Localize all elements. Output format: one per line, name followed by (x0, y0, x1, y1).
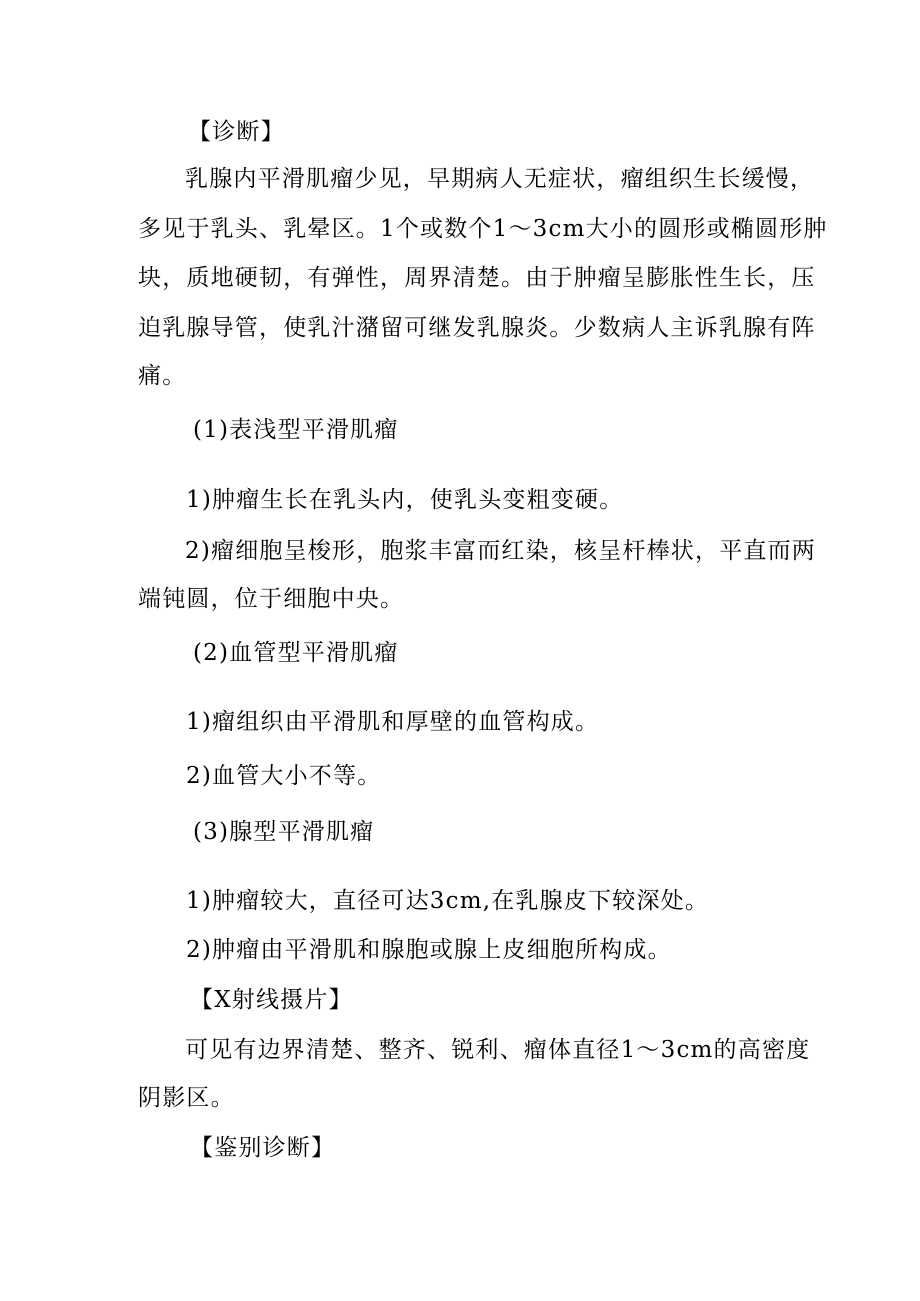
type3-item2: 2)肿瘤由平滑肌和腺胞或腺上皮细胞所构成。 (186, 937, 672, 963)
type3-title: (3)腺型平滑肌瘤 (193, 819, 375, 845)
type1-item2-line1: 2)瘤细胞呈梭形，胞浆丰富而红染，核呈杆棒状，平直而两 (185, 538, 817, 564)
type3-item1: 1)肿瘤较大，直径可达3cm,在乳腺皮下较深处。 (186, 888, 710, 914)
type2-item2: 2)血管大小不等。 (186, 763, 382, 789)
type1-title: (1)表浅型平滑肌瘤 (193, 417, 399, 443)
intro-line-1: 乳腺内平滑肌瘤少见，早期病人无症状，瘤组织生长缓慢， (185, 166, 815, 192)
heading-xray: 【X射线摄片】 (190, 987, 353, 1013)
xray-line-1: 可见有边界清楚、整齐、锐利、瘤体直径1～3cm的高密度 (185, 1037, 811, 1063)
intro-line-5: 痛。 (138, 363, 187, 389)
intro-line-2: 多见于乳头、乳晕区。1个或数个1～3cm大小的圆形或椭圆形肿 (138, 216, 828, 242)
type1-item1: 1)肿瘤生长在乳头内，使乳头变粗变硬。 (186, 487, 624, 513)
heading-diagnosis: 【诊断】 (188, 119, 285, 145)
intro-line-4: 迫乳腺导管，使乳汁潴留可继发乳腺炎。少数病人主诉乳腺有阵 (138, 315, 816, 341)
type2-item1: 1)瘤组织由平滑肌和厚壁的血管构成。 (186, 709, 600, 735)
type2-title: (2)血管型平滑肌瘤 (193, 640, 399, 666)
heading-differential-diagnosis: 【鉴别诊断】 (190, 1135, 336, 1161)
intro-line-3: 块，质地硬韧，有弹性，周界清楚。由于肿瘤呈膨胀性生长，压 (138, 265, 816, 291)
type1-item2-line2: 端钝圆，位于细胞中央。 (138, 586, 405, 612)
xray-line-2: 阴影区。 (138, 1085, 235, 1111)
